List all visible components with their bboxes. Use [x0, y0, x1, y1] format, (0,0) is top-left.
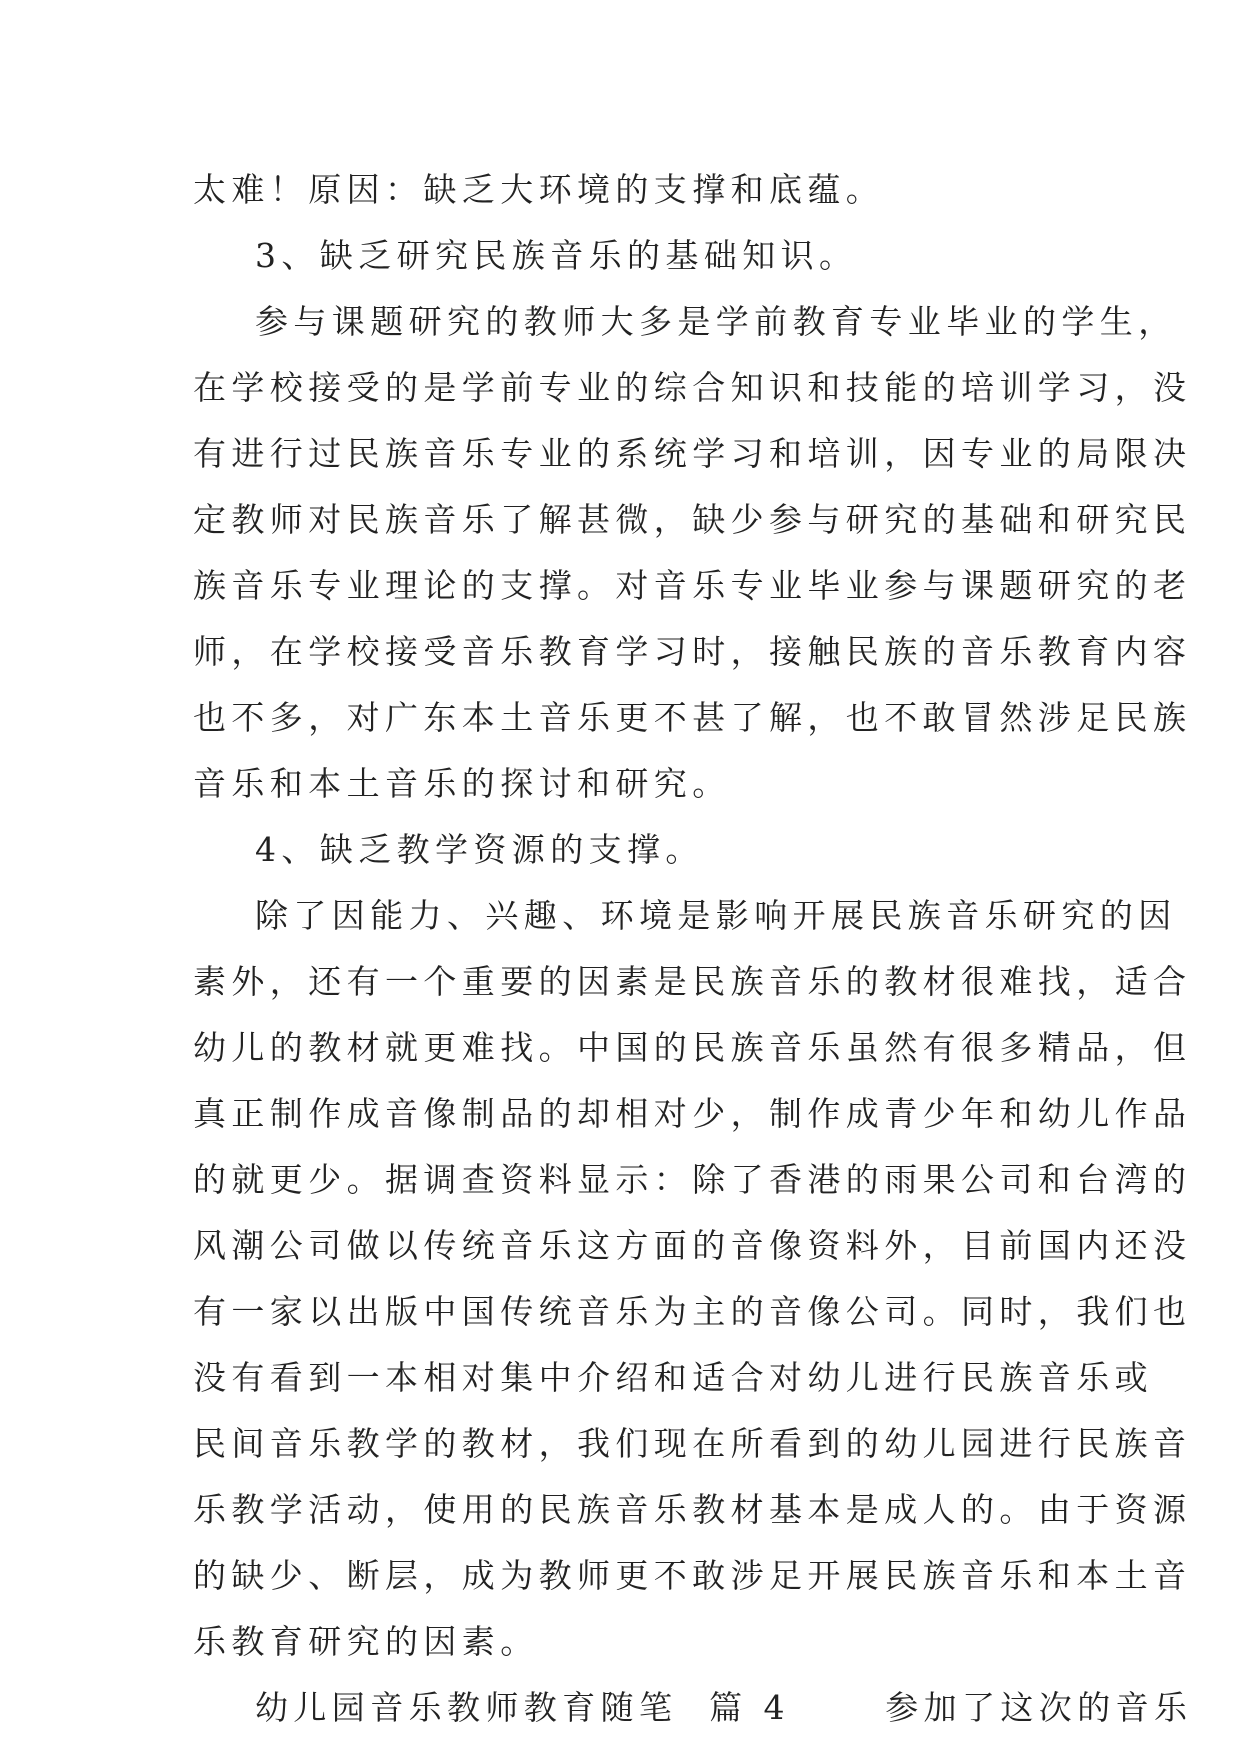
text-line: 乐教育研究的因素。: [193, 1622, 539, 1661]
text-line: 师，在学校接受音乐教育学习时，接触民族的音乐教育内容: [193, 632, 1192, 671]
text-line: 民间音乐教学的教材，我们现在所看到的幼儿园进行民族音: [193, 1424, 1192, 1463]
text-line: 有进行过民族音乐专业的系统学习和培训，因专业的局限决: [193, 434, 1192, 473]
section-heading-3: 3、缺乏研究民族音乐的基础知识。: [255, 236, 858, 275]
text-line: 风潮公司做以传统音乐这方面的音像资料外，目前国内还没: [193, 1226, 1192, 1265]
text-line: 的就更少。据调查资料显示：除了香港的雨果公司和台湾的: [193, 1160, 1192, 1199]
text-line: 除了因能力、兴趣、环境是影响开展民族音乐研究的因: [255, 896, 1177, 935]
text-line: 音乐和本土音乐的探讨和研究。: [193, 764, 731, 803]
text-line: 族音乐专业理论的支撑。对音乐专业毕业参与课题研究的老: [193, 566, 1192, 605]
text-line: 在学校接受的是学前专业的综合知识和技能的培训学习，没: [193, 368, 1192, 407]
text-line: 素外，还有一个重要的因素是民族音乐的教材很难找，适合: [193, 962, 1192, 1001]
text-line: 定教师对民族音乐了解甚微，缺少参与研究的基础和研究民: [193, 500, 1192, 539]
text-line: 乐教学活动，使用的民族音乐教材基本是成人的。由于资源: [193, 1490, 1192, 1529]
essay-title-line: 幼儿园音乐教师教育随笔 篇 4 参加了这次的音乐: [255, 1688, 1193, 1727]
text-line: 有一家以出版中国传统音乐为主的音像公司。同时，我们也: [193, 1292, 1192, 1331]
text-line: 参与课题研究的教师大多是学前教育专业毕业的学生，: [255, 302, 1177, 341]
text-line: 也不多，对广东本土音乐更不甚了解，也不敢冒然涉足民族: [193, 698, 1192, 737]
text-line: 太难！原因：缺乏大环境的支撑和底蕴。: [193, 170, 885, 209]
text-line: 幼儿的教材就更难找。中国的民族音乐虽然有很多精品，但: [193, 1028, 1192, 1067]
text-line: 的缺少、断层，成为教师更不敢涉足开展民族音乐和本土音: [193, 1556, 1192, 1595]
section-heading-4: 4、缺乏教学资源的支撑。: [255, 830, 704, 869]
text-line: 没有看到一本相对集中介绍和适合对幼儿进行民族音乐或: [193, 1358, 1153, 1397]
text-line: 真正制作成音像制品的却相对少，制作成青少年和幼儿作品: [193, 1094, 1192, 1133]
